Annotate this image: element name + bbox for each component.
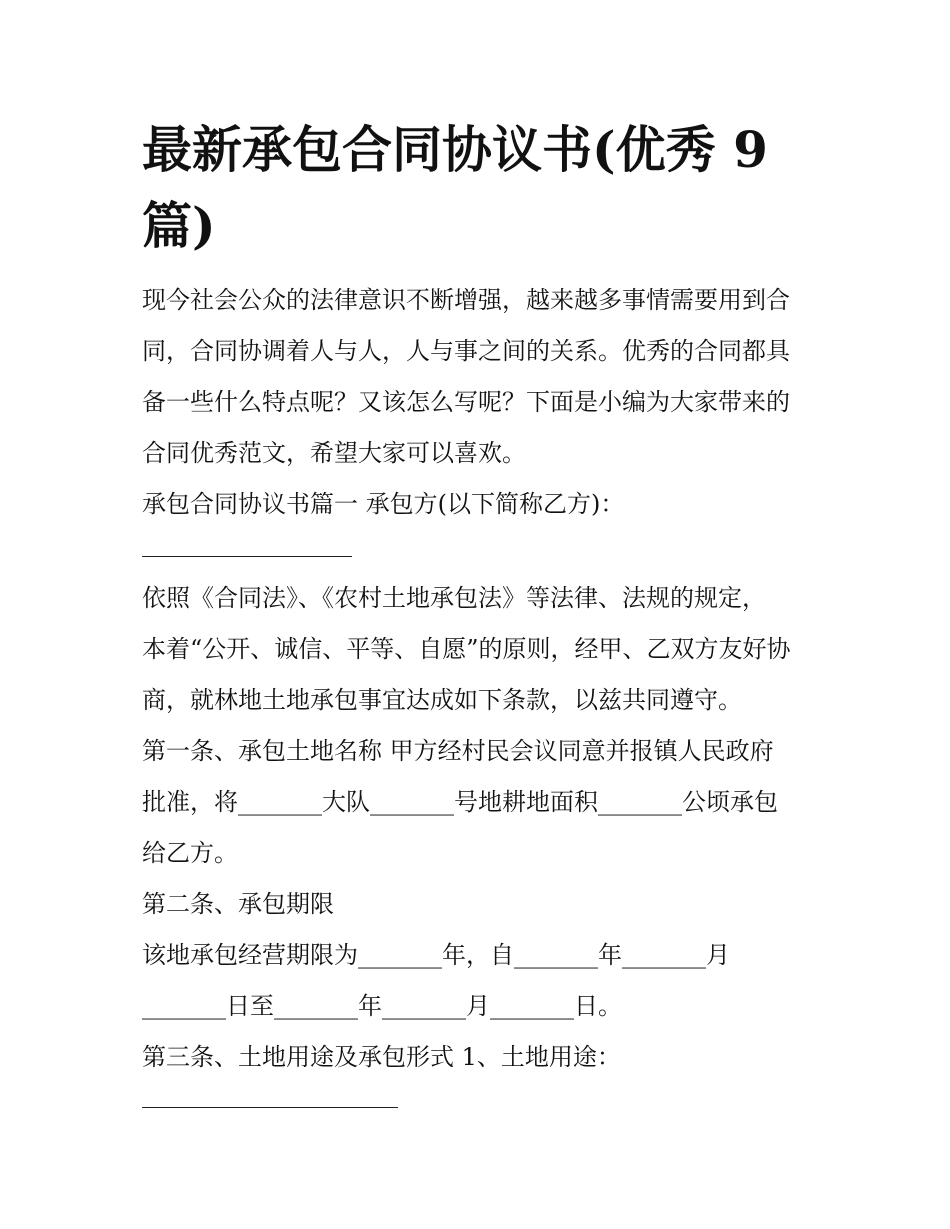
paragraph-line: 第三条、土地用途及承包形式 1、土地用途： [142,1043,621,1071]
paragraph-line: 第一条、承包土地名称 甲方经村民会议同意并报镇人民政府 [142,737,774,765]
paragraph-line: 该地承包经营期限为_______年，自_______年_______月 [142,941,730,969]
paragraph-line: 给乙方。 [142,839,238,867]
paragraph-line: _______日至_______年_______月_______日。 [142,992,622,1020]
paragraph-line: 依照《合同法》、《农村土地承包法》等法律、法规的规定， [142,584,766,612]
paragraph-line: 备一些什么特点呢？又该怎么写呢？下面是小编为大家带来的 [142,388,790,416]
paragraph-line: 现今社会公众的法律意识不断增强，越来越多事情需要用到合 [142,286,790,314]
paragraph-line: 承包合同协议书篇一 承包方(以下简称乙方)： [142,490,625,518]
document-title: 最新承包合同协议书(优秀 9 篇) [142,120,768,255]
paragraph-line: 批准，将_______大队_______号地耕地面积_______公顷承包 [142,788,778,816]
paragraph-line: 合同优秀范文，希望大家可以喜欢。 [142,439,526,467]
paragraph-line: 商，就林地土地承包事宜达成如下条款，以兹共同遵守。 [142,686,742,714]
blank-fill-line [142,1107,398,1108]
paragraph-line: 第二条、承包期限 [142,890,334,918]
paragraph-line: 同，合同协调着人与人，人与事之间的关系。优秀的合同都具 [142,337,790,365]
paragraph-line: 本着“公开、诚信、平等、自愿”的原则，经甲、乙双方友好协 [142,635,791,663]
blank-fill-line [142,556,352,557]
